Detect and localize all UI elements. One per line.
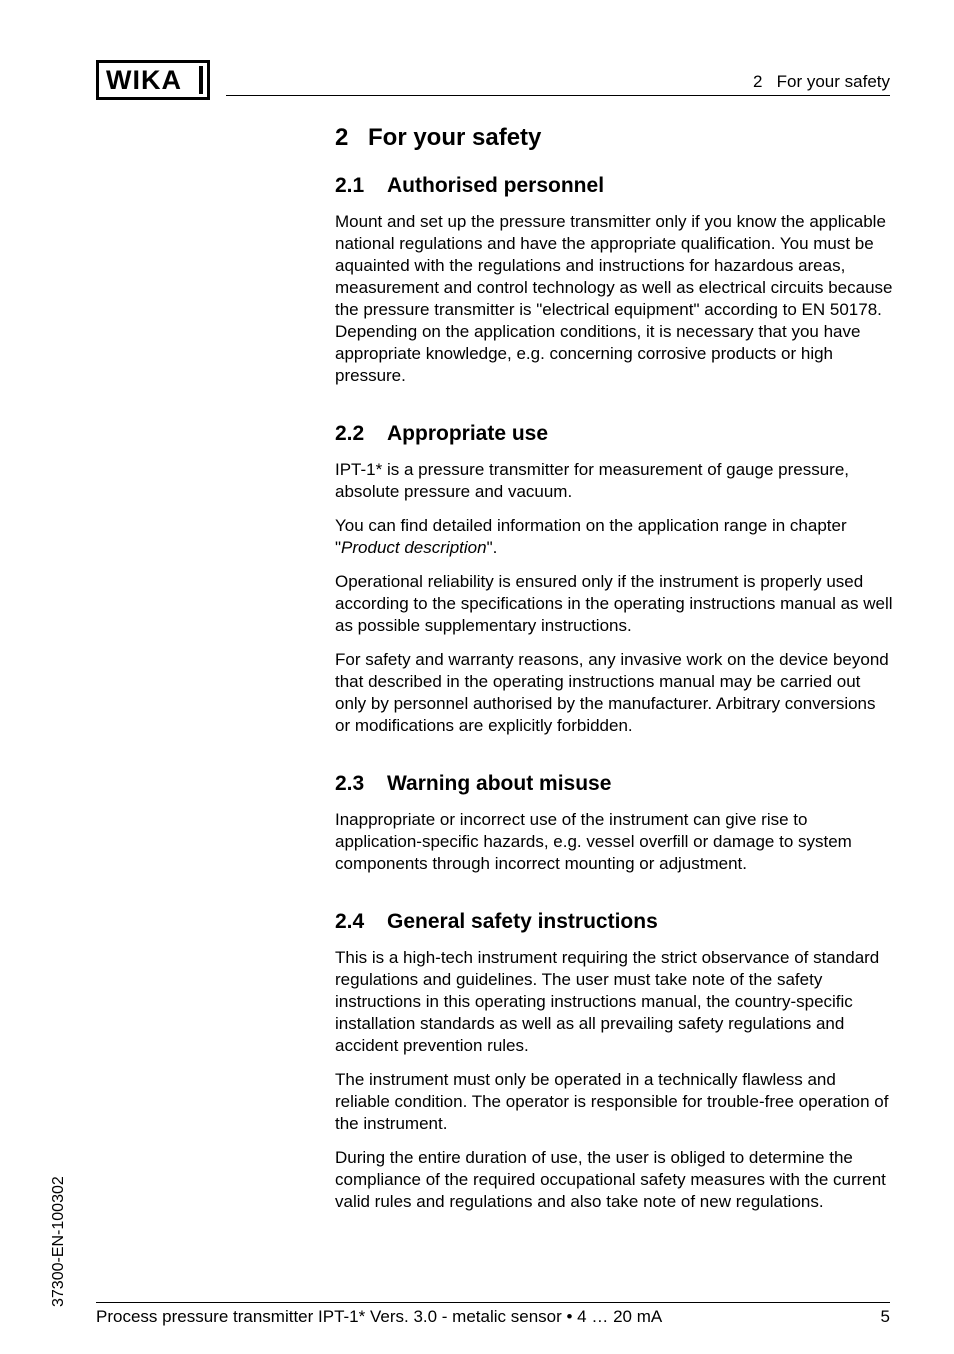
paragraph: Operational reliability is ensured only if the instrument is properly used according to the specifications in the operating instructions manual as well as possible supplementary instructions. [335, 572, 893, 635]
footer-title: Process pressure transmitter IPT-1* Vers. 3.0 - metalic sensor • 4 … 20 mA [96, 1307, 663, 1326]
section-2-2 [335, 421, 895, 737]
section-2-4 [335, 909, 895, 1213]
paragraph: This is a high-tech instrument requiring the strict observance of standard regulations and guidelines. The user must take note of the safety instructions in this operating instructions manual, the country-specific installation standards as well as all prevailing safety regulations and accident prevention rules. [335, 948, 880, 1055]
section-title: Authorised personnel [387, 174, 605, 197]
section-heading [335, 421, 895, 447]
section-2-1 [335, 173, 895, 387]
paragraph: For safety and warranty reasons, any invasive work on the device beyond that described in the operating instructions manual may be carried out only by personnel authorised by the manufacturer. Arbitrary conversions or modifications are explicitly forbidden. [335, 650, 889, 735]
running-header: 2 For your safety [753, 72, 890, 91]
page-number: 5 [880, 1307, 890, 1326]
chapter-reference: Product description [341, 538, 487, 557]
section-number: 2.4 [335, 910, 365, 933]
paragraph: During the entire duration of use, the user is obliged to determine the compliance of the required occupational safety measures with the current valid rules and regulations and also take note of new regulations. [335, 1148, 886, 1211]
section-number: 2.3 [335, 772, 365, 795]
chapter-number: 2 [335, 124, 349, 151]
footer-rule [96, 1302, 890, 1303]
section-heading [335, 771, 895, 797]
ref-after: ". [486, 538, 498, 557]
section-title: Warning about misuse [387, 772, 612, 795]
paragraph: Mount and set up the pressure transmitter only if you know the applicable national regulations and have the appropriate qualification. You must be aquainted with the regulations and instructions for hazardous areas, measurement and control technology as well as electrical circuits because the pressure transmitter is "electrical equipment" according to EN 50178. Depending on the application conditions, it is necessary that you have appropriate knowledge, e.g. concerning corrosive products or high pressure. [335, 212, 893, 385]
section-heading [335, 909, 895, 935]
section-title: Appropriate use [387, 422, 549, 445]
logo-text: WIKA [106, 64, 182, 95]
chapter-title: For your safety [368, 124, 542, 151]
document-code: 37300-EN-100302 [50, 1176, 67, 1307]
section-number: 2.1 [335, 174, 365, 197]
wika-logo [96, 60, 210, 100]
main-content [335, 120, 895, 1225]
paragraph: The instrument must only be operated in a technically flawless and reliable condition. The operator is responsible for trouble-free operation of the instrument. [335, 1070, 889, 1133]
section-number: 2.2 [335, 422, 365, 445]
paragraph: Inappropriate or incorrect use of the instrument can give rise to application-specific hazards, e.g. vessel overfill or damage to system components through incorrect mounting or adjustment. [335, 810, 852, 873]
logo-bar [199, 66, 203, 94]
header-rule [226, 95, 890, 96]
section-2-3 [335, 771, 895, 875]
chapter-heading [335, 123, 895, 153]
ref-before: You can find detailed information on the application range in chapter " [335, 516, 847, 557]
paragraph-reference [335, 515, 895, 559]
section-heading [335, 173, 895, 199]
paragraph: IPT-1* is a pressure transmitter for measurement of gauge pressure, absolute pressure and vacuum. [335, 460, 850, 501]
section-title: General safety instructions [387, 910, 658, 933]
